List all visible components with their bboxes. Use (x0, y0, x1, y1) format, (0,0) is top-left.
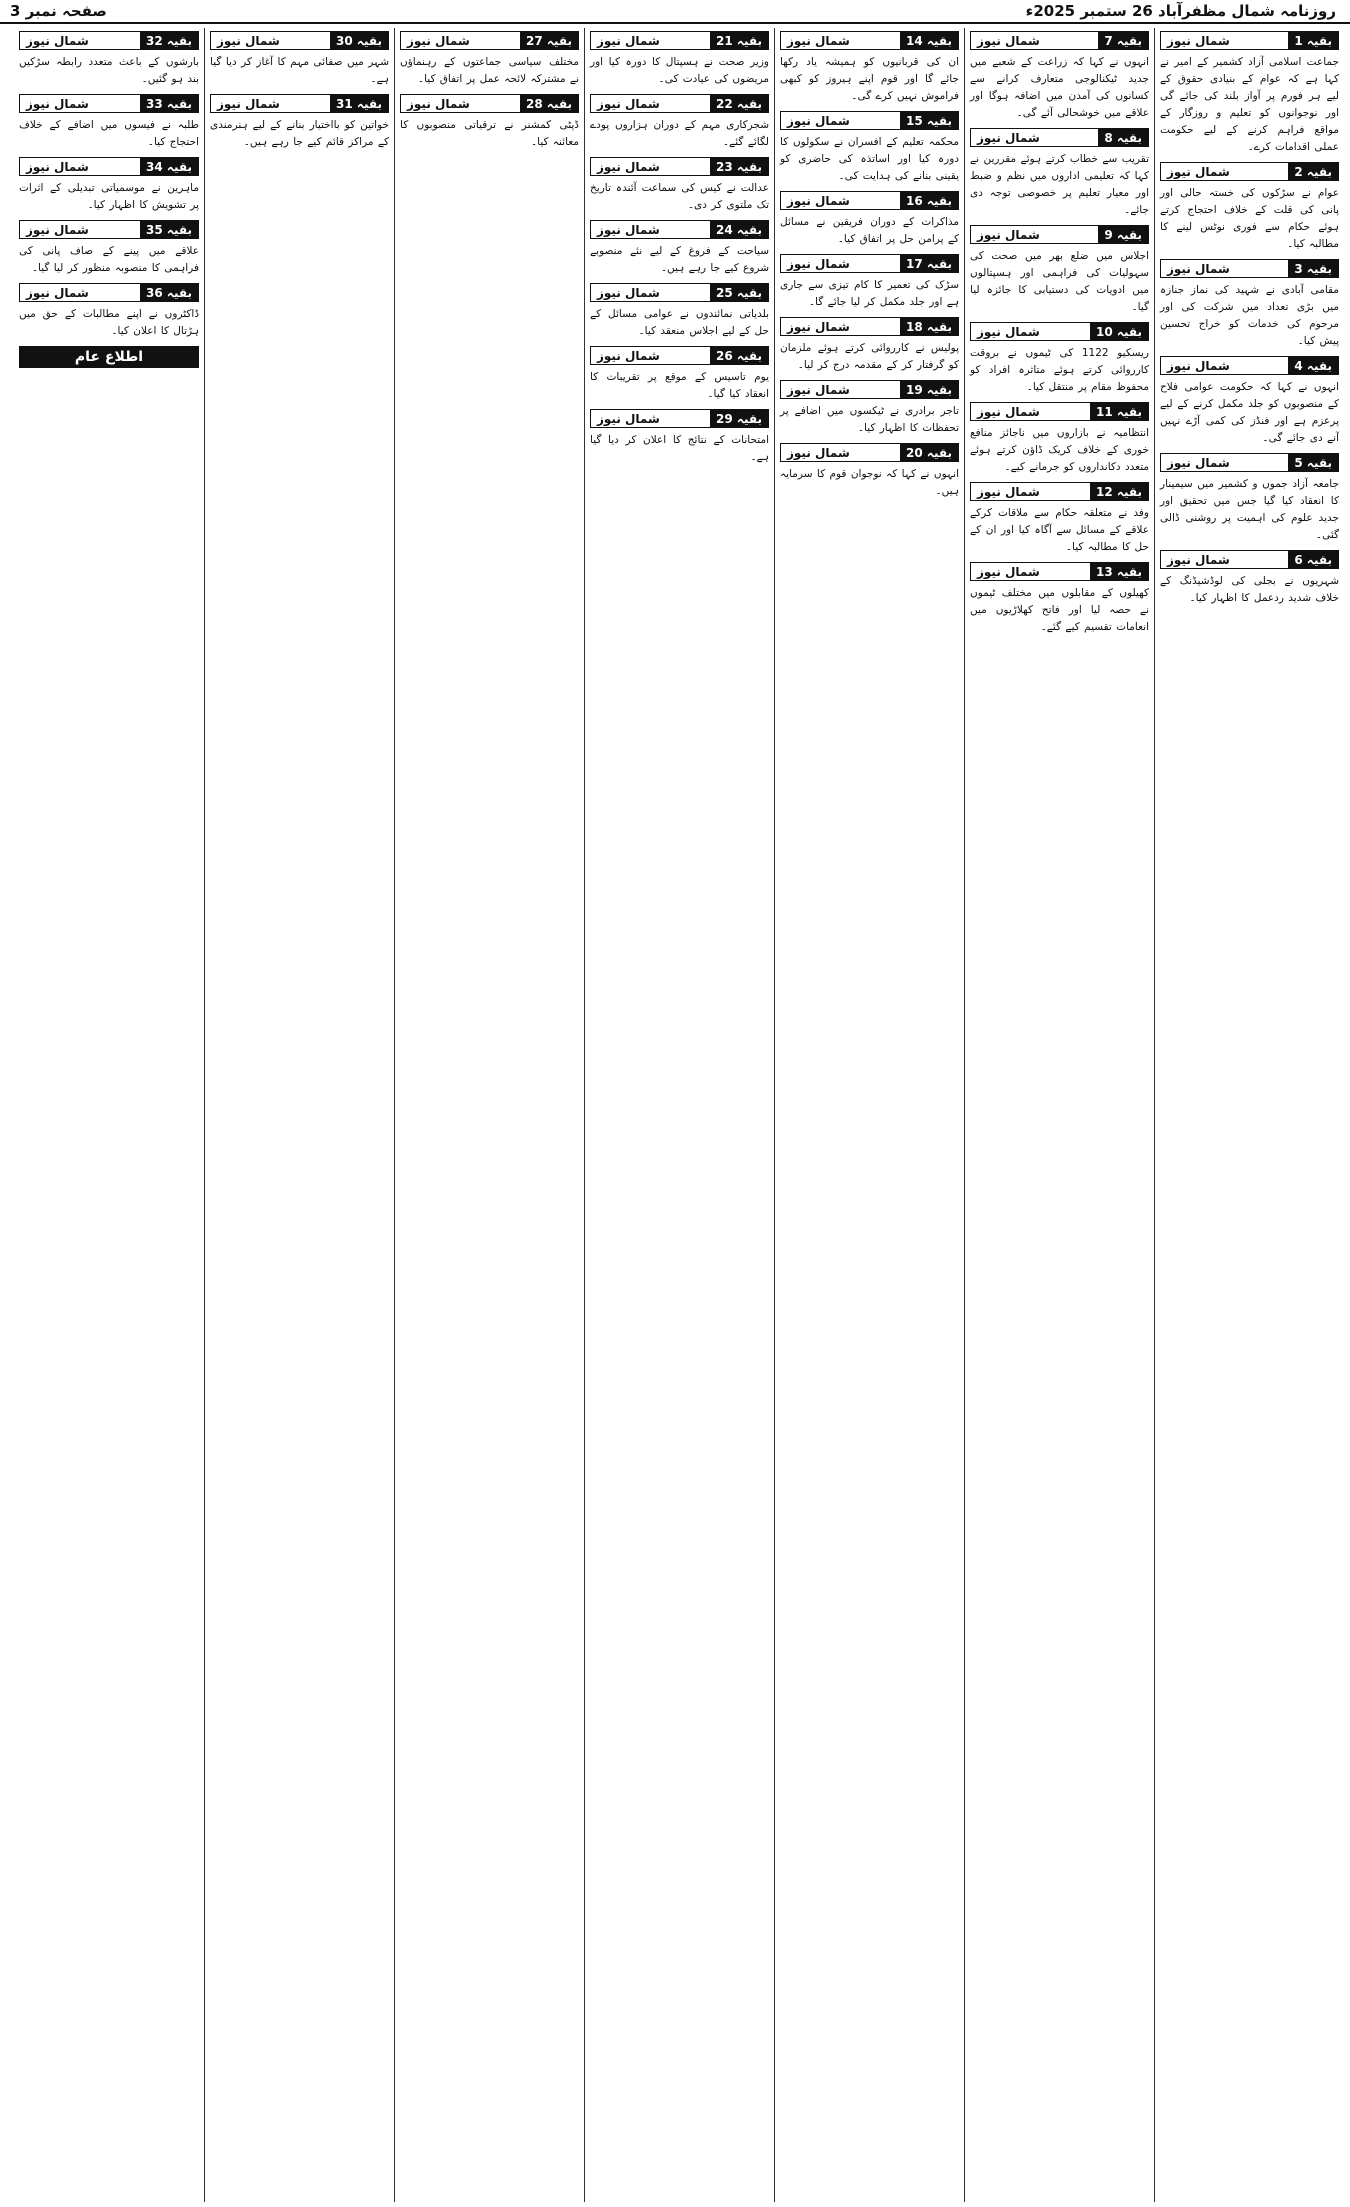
story-number: بقیہ 24 (710, 221, 768, 238)
story-3 (1160, 259, 1339, 350)
story-number: بقیہ 26 (710, 347, 768, 364)
public-notice-header: اطلاع عام (19, 346, 199, 368)
story-header (970, 562, 1149, 581)
story-number: بقیہ 3 (1288, 260, 1338, 277)
story-text: ریسکیو 1122 کی ٹیموں نے بروقت کارروائی کرتے ہوئے متاثرہ افراد کو محفوظ مقام پر منتقل کیا۔ (970, 347, 1149, 393)
story-header (19, 94, 199, 113)
story-number: بقیہ 21 (710, 32, 768, 49)
story-number: بقیہ 18 (900, 318, 958, 335)
source-label: شمال نیوز (787, 193, 850, 208)
story-number: بقیہ 35 (140, 221, 198, 238)
story-number: بقیہ 10 (1090, 323, 1148, 340)
story-34 (19, 157, 199, 214)
column-5 (394, 28, 584, 2202)
story-header (590, 94, 769, 113)
story-number: بقیہ 32 (140, 32, 198, 49)
story-number: بقیہ 5 (1288, 454, 1338, 471)
story-text: سڑک کی تعمیر کا کام تیزی سے جاری ہے اور جلد مکمل کر لیا جائے گا۔ (780, 279, 959, 308)
story-header (590, 409, 769, 428)
story-10 (970, 322, 1149, 396)
story-9 (970, 225, 1149, 316)
story-31 (210, 94, 389, 151)
story-text: مذاکرات کے دوران فریقین نے مسائل کے پرامن حل پر اتفاق کیا۔ (780, 216, 959, 245)
source-label: شمال نیوز (26, 159, 89, 174)
story-header (590, 346, 769, 365)
story-header (210, 94, 389, 113)
story-header (780, 31, 959, 50)
story-text: تاجر برادری نے ٹیکسوں میں اضافے پر تحفظات کا اظہار کیا۔ (780, 405, 959, 434)
news-columns (6, 28, 1344, 2202)
story-25 (590, 283, 769, 340)
story-header (780, 380, 959, 399)
story-number: بقیہ 4 (1288, 357, 1338, 374)
story-header (1160, 162, 1339, 181)
story-header (1160, 356, 1339, 375)
story-header (590, 31, 769, 50)
source-label: شمال نیوز (26, 222, 89, 237)
story-number: بقیہ 20 (900, 444, 958, 461)
story-number: بقیہ 36 (140, 284, 198, 301)
story-13 (970, 562, 1149, 636)
story-28 (400, 94, 579, 151)
source-label: شمال نیوز (977, 484, 1040, 499)
story-29 (590, 409, 769, 466)
source-label: شمال نیوز (977, 130, 1040, 145)
story-header (970, 322, 1149, 341)
story-23 (590, 157, 769, 214)
story-number: بقیہ 19 (900, 381, 958, 398)
story-header (19, 283, 199, 302)
story-text: شہریوں نے بجلی کی لوڈشیڈنگ کے خلاف شدید ردعمل کا اظہار کیا۔ (1160, 575, 1339, 604)
source-label: شمال نیوز (597, 285, 660, 300)
story-header (19, 220, 199, 239)
story-header (1160, 259, 1339, 278)
source-label: شمال نیوز (597, 96, 660, 111)
story-header (970, 402, 1149, 421)
story-12 (970, 482, 1149, 556)
story-30 (210, 31, 389, 88)
source-label: شمال نیوز (977, 33, 1040, 48)
story-header (780, 317, 959, 336)
story-36 (19, 283, 199, 340)
story-text: بارشوں کے باعث متعدد رابطہ سڑکیں بند ہو گئیں۔ (19, 56, 199, 85)
story-header (210, 31, 389, 50)
story-14 (780, 31, 959, 105)
source-label: شمال نیوز (597, 159, 660, 174)
story-text: علاقے میں پینے کے صاف پانی کی فراہمی کا منصوبہ منظور کر لیا گیا۔ (19, 245, 199, 274)
story-8 (970, 128, 1149, 219)
story-text: جامعہ آزاد جموں و کشمیر میں سیمینار کا انعقاد کیا گیا جس میں تحقیق اور جدید علوم کی اہمیت پر روشنی ڈالی گئی۔ (1160, 478, 1339, 541)
story-header (400, 31, 579, 50)
story-text: انہوں نے کہا کہ نوجوان قوم کا سرمایہ ہیں۔ (780, 468, 959, 497)
story-text: انتظامیہ نے بازاروں میں ناجائز منافع خوری کے خلاف کریک ڈاؤن کرتے ہوئے متعدد دکانداروں کو جرمانے کیے۔ (970, 427, 1149, 473)
story-text: محکمہ تعلیم کے افسران نے سکولوں کا دورہ کیا اور اساتذہ کی حاضری کو یقینی بنانے کی ہدایت کی۔ (780, 136, 959, 182)
story-text: مختلف سیاسی جماعتوں کے رہنماؤں نے مشترکہ لائحہ عمل پر اتفاق کیا۔ (400, 56, 579, 85)
story-header (780, 254, 959, 273)
story-number: بقیہ 34 (140, 158, 198, 175)
column-2 (964, 28, 1154, 2202)
story-text: ڈپٹی کمشنر نے ترقیاتی منصوبوں کا معائنہ کیا۔ (400, 119, 579, 148)
story-text: ماہرین نے موسمیاتی تبدیلی کے اثرات پر تشویش کا اظہار کیا۔ (19, 182, 199, 211)
story-header (970, 128, 1149, 147)
story-number: بقیہ 7 (1098, 32, 1148, 49)
source-label: شمال نیوز (787, 256, 850, 271)
story-number: بقیہ 27 (520, 32, 578, 49)
story-text: ڈاکٹروں نے اپنے مطالبات کے حق میں ہڑتال کا اعلان کیا۔ (19, 308, 199, 337)
story-1 (1160, 31, 1339, 156)
story-6 (1160, 550, 1339, 607)
source-label: شمال نیوز (597, 33, 660, 48)
story-header (19, 31, 199, 50)
story-text: عدالت نے کیس کی سماعت آئندہ تاریخ تک ملتوی کر دی۔ (590, 182, 769, 211)
source-label: شمال نیوز (217, 96, 280, 111)
story-number: بقیہ 13 (1090, 563, 1148, 580)
story-text: پولیس نے کارروائی کرتے ہوئے ملزمان کو گرفتار کر کے مقدمہ درج کر لیا۔ (780, 342, 959, 371)
story-header (970, 225, 1149, 244)
source-label: شمال نیوز (787, 319, 850, 334)
story-number: بقیہ 2 (1288, 163, 1338, 180)
story-text: انہوں نے کہا کہ زراعت کے شعبے میں جدید ٹیکنالوجی متعارف کرانے سے کسانوں کی آمدن میں اضافہ ہوگا اور علاقے میں خوشحالی آئے گی۔ (970, 56, 1149, 119)
story-4 (1160, 356, 1339, 447)
source-label: شمال نیوز (977, 404, 1040, 419)
story-header (780, 111, 959, 130)
story-header (400, 94, 579, 113)
source-label: شمال نیوز (787, 113, 850, 128)
story-18 (780, 317, 959, 374)
story-header (590, 157, 769, 176)
story-number: بقیہ 1 (1288, 32, 1338, 49)
source-label: شمال نیوز (977, 324, 1040, 339)
story-text: کھیلوں کے مقابلوں میں مختلف ٹیموں نے حصہ لیا اور فاتح کھلاڑیوں میں انعامات تقسیم کیے گئے۔ (970, 587, 1149, 633)
column-1 (1154, 28, 1344, 2202)
story-number: بقیہ 23 (710, 158, 768, 175)
story-text: وزیر صحت نے ہسپتال کا دورہ کیا اور مریضوں کی عیادت کی۔ (590, 56, 769, 85)
column-3 (774, 28, 964, 2202)
story-21 (590, 31, 769, 88)
story-number: بقیہ 28 (520, 95, 578, 112)
story-19 (780, 380, 959, 437)
story-header (590, 220, 769, 239)
story-text: عوام نے سڑکوں کی خستہ حالی اور پانی کی قلت کے خلاف احتجاج کرتے ہوئے حکام سے فوری نوٹس لینے کا مطالبہ کیا۔ (1160, 187, 1339, 250)
story-text: اجلاس میں ضلع بھر میں صحت کی سہولیات کی فراہمی اور ہسپتالوں میں ادویات کی دستیابی کا جائزہ لیا گیا۔ (970, 250, 1149, 313)
story-number: بقیہ 33 (140, 95, 198, 112)
story-27 (400, 31, 579, 88)
story-text: سیاحت کے فروغ کے لیے نئے منصوبے شروع کیے جا رہے ہیں۔ (590, 245, 769, 274)
story-header (970, 31, 1149, 50)
story-20 (780, 443, 959, 500)
source-label: شمال نیوز (977, 564, 1040, 579)
story-number: بقیہ 6 (1288, 551, 1338, 568)
column-4 (584, 28, 774, 2202)
source-label: شمال نیوز (26, 33, 89, 48)
source-label: شمال نیوز (1167, 164, 1230, 179)
source-label: شمال نیوز (217, 33, 280, 48)
newspaper-date-line: روزنامہ شمال مظفرآباد 26 ستمبر 2025ء (1025, 2, 1336, 20)
source-label: شمال نیوز (787, 445, 850, 460)
source-label: شمال نیوز (787, 33, 850, 48)
page-number: صفحہ نمبر 3 (10, 2, 107, 20)
source-label: شمال نیوز (977, 227, 1040, 242)
story-header (590, 283, 769, 302)
story-5 (1160, 453, 1339, 544)
source-label: شمال نیوز (1167, 261, 1230, 276)
story-number: بقیہ 17 (900, 255, 958, 272)
story-26 (590, 346, 769, 403)
story-33 (19, 94, 199, 151)
story-text: طلبہ نے فیسوں میں اضافے کے خلاف احتجاج کیا۔ (19, 119, 199, 148)
story-number: بقیہ 15 (900, 112, 958, 129)
source-label: شمال نیوز (407, 33, 470, 48)
story-17 (780, 254, 959, 311)
source-label: شمال نیوز (597, 348, 660, 363)
story-text: شجرکاری مہم کے دوران ہزاروں پودے لگائے گئے۔ (590, 119, 769, 148)
source-label: شمال نیوز (787, 382, 850, 397)
story-text: جماعت اسلامی آزاد کشمیر کے امیر نے کہا ہے کہ عوام کے بنیادی حقوق کے لیے ہر فورم پر آواز بلند کی جائے گی اور نوجوانوں کو تعلیم و روزگار کے مواقع فراہم کرنے کے لیے حکومت عملی اقدامات کرے۔ (1160, 56, 1339, 153)
story-11 (970, 402, 1149, 476)
story-16 (780, 191, 959, 248)
story-text: انہوں نے کہا کہ حکومت عوامی فلاح کے منصوبوں کو جلد مکمل کرنے کے لیے پرعزم ہے اور فنڈز کی کمی آڑے نہیں آنے دی جائے گی۔ (1160, 381, 1339, 444)
story-24 (590, 220, 769, 277)
story-7 (970, 31, 1149, 122)
story-22 (590, 94, 769, 151)
story-header (1160, 31, 1339, 50)
story-header (780, 191, 959, 210)
column-6 (204, 28, 394, 2202)
source-label: شمال نیوز (26, 285, 89, 300)
story-header (970, 482, 1149, 501)
story-number: بقیہ 11 (1090, 403, 1148, 420)
story-header (1160, 453, 1339, 472)
story-number: بقیہ 12 (1090, 483, 1148, 500)
story-number: بقیہ 16 (900, 192, 958, 209)
story-15 (780, 111, 959, 185)
story-text: خواتین کو بااختیار بنانے کے لیے ہنرمندی کے مراکز قائم کیے جا رہے ہیں۔ (210, 119, 389, 148)
story-text: امتحانات کے نتائج کا اعلان کر دیا گیا ہے۔ (590, 434, 769, 463)
column-7 (14, 28, 204, 2202)
masthead (0, 0, 1350, 24)
story-number: بقیہ 14 (900, 32, 958, 49)
story-number: بقیہ 8 (1098, 129, 1148, 146)
story-text: یوم تاسیس کے موقع پر تقریبات کا انعقاد کیا گیا۔ (590, 371, 769, 400)
story-header (1160, 550, 1339, 569)
source-label: شمال نیوز (1167, 552, 1230, 567)
story-text: ان کی قربانیوں کو ہمیشہ یاد رکھا جائے گا اور قوم اپنے ہیروز کو کبھی فراموش نہیں کرے گی۔ (780, 56, 959, 102)
source-label: شمال نیوز (1167, 358, 1230, 373)
story-text: وفد نے متعلقہ حکام سے ملاقات کرکے علاقے کے مسائل سے آگاہ کیا اور ان کے حل کا مطالبہ کیا۔ (970, 507, 1149, 553)
story-number: بقیہ 30 (330, 32, 388, 49)
story-number: بقیہ 25 (710, 284, 768, 301)
story-number: بقیہ 22 (710, 95, 768, 112)
story-32 (19, 31, 199, 88)
source-label: شمال نیوز (597, 222, 660, 237)
story-header (780, 443, 959, 462)
story-text: شہر میں صفائی مہم کا آغاز کر دیا گیا ہے۔ (210, 56, 389, 85)
source-label: شمال نیوز (407, 96, 470, 111)
story-35 (19, 220, 199, 277)
story-header (19, 157, 199, 176)
source-label: شمال نیوز (1167, 455, 1230, 470)
story-number: بقیہ 29 (710, 410, 768, 427)
source-label: شمال نیوز (597, 411, 660, 426)
story-text: بلدیاتی نمائندوں نے عوامی مسائل کے حل کے لیے اجلاس منعقد کیا۔ (590, 308, 769, 337)
source-label: شمال نیوز (1167, 33, 1230, 48)
source-label: شمال نیوز (26, 96, 89, 111)
story-2 (1160, 162, 1339, 253)
story-text: تقریب سے خطاب کرتے ہوئے مقررین نے کہا کہ تعلیمی اداروں میں نظم و ضبط اور معیار تعلیم پر خصوصی توجہ دی جائے۔ (970, 153, 1149, 216)
story-number: بقیہ 9 (1098, 226, 1148, 243)
story-text: مقامی آبادی نے شہید کی نماز جنازہ میں بڑی تعداد میں شرکت کی اور مرحوم کی خدمات کو خراج تحسین پیش کیا۔ (1160, 284, 1339, 347)
story-number: بقیہ 31 (330, 95, 388, 112)
